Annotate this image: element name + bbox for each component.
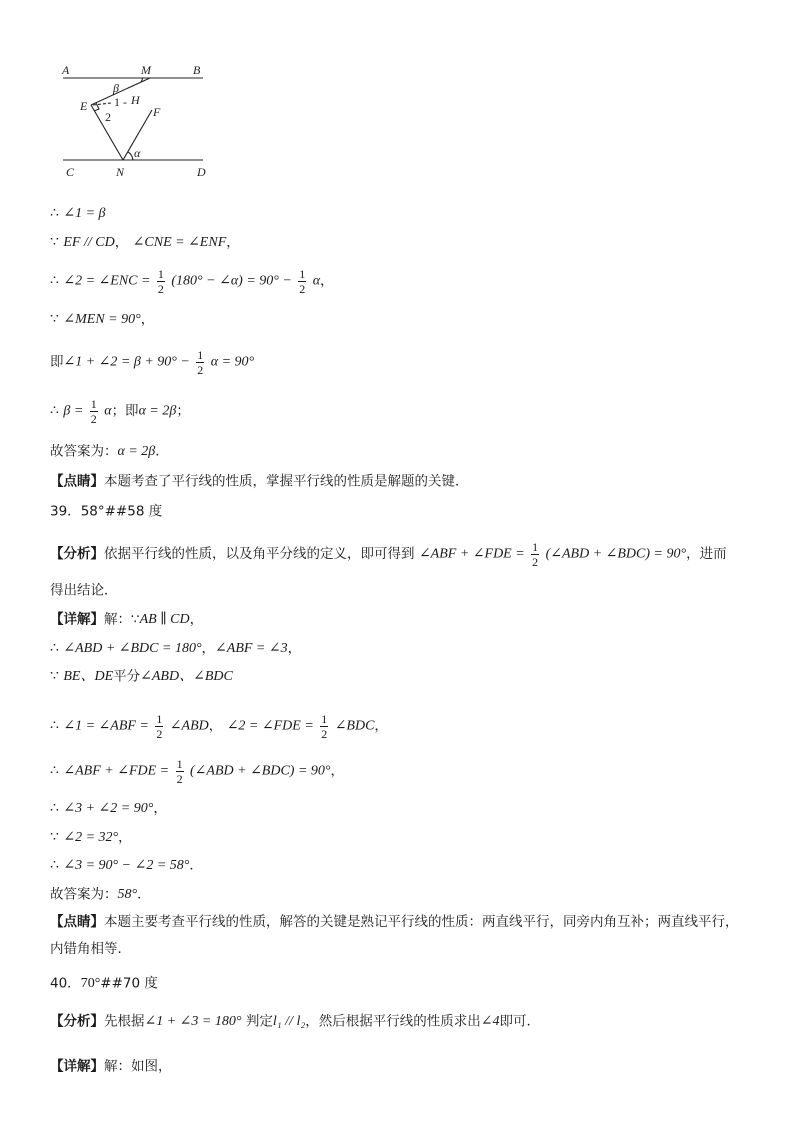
proof-line: [50, 713, 388, 740]
therefore-symbol: ∴: [50, 763, 59, 779]
math-expression: α: [104, 403, 112, 419]
fraction-denominator: 2: [157, 282, 164, 296]
text: 依据平行线的性质，以及角平分线的定义，即可得到: [104, 545, 415, 562]
section-tag: 【点睛】: [50, 473, 104, 490]
text: 判定: [245, 1013, 273, 1030]
comment-line: [50, 910, 750, 963]
therefore-symbol: ∴: [50, 801, 59, 816]
proof-line: [50, 670, 233, 684]
label-dash: -: [123, 95, 127, 109]
math-expression: ∠ABF = ∠3: [215, 641, 288, 656]
math-expression: ∠ABF + ∠FDE =: [63, 763, 170, 779]
separator: ，: [226, 234, 240, 251]
math-expression: ∠1 + ∠2 = β + 90° −: [63, 354, 190, 370]
label-m: M: [141, 63, 151, 77]
separator: ，: [320, 272, 334, 289]
text: ；即: [111, 402, 139, 419]
math-expression: ∠MEN = 90°: [63, 312, 141, 327]
because-symbol: ∵: [50, 830, 59, 845]
answer-line: [50, 888, 151, 902]
math-expression: ∠3 + ∠2 = 90°: [63, 801, 154, 816]
math-expression: ∠ABD、∠BDC: [140, 669, 233, 684]
fraction-numerator: 1: [157, 267, 164, 281]
separator: ，: [189, 611, 204, 628]
separator: ，: [374, 717, 388, 734]
math-expression: AB ∥ CD: [139, 612, 190, 627]
math-expression: ∠3 = 90° − ∠2 = 58°: [63, 858, 190, 873]
math-expression: 58°: [117, 887, 138, 902]
answer-text: 58°##58 度: [80, 503, 163, 520]
fraction: [320, 713, 328, 740]
proof-line: [50, 831, 132, 845]
fraction-denominator: 2: [532, 555, 539, 569]
angle-alpha-arc: [128, 152, 133, 160]
question-number: 39．: [50, 503, 81, 520]
math-expression: α = 2β: [138, 403, 177, 419]
answer-text: ##70 度: [100, 975, 158, 992]
therefore-symbol: ∴: [50, 641, 59, 656]
math-expression: α = 2β: [117, 444, 156, 459]
label-b: B: [193, 63, 201, 77]
math-expression: 70°: [80, 976, 101, 991]
math-expression: EF // CD: [63, 235, 115, 250]
fraction: [196, 349, 204, 376]
text: 得出结论．: [50, 582, 118, 599]
separator: ．: [189, 857, 203, 874]
text: 即可．: [499, 1013, 540, 1030]
fraction-denominator: 2: [299, 282, 306, 296]
text: 故答案为：: [50, 443, 118, 460]
because-symbol: ∵: [50, 669, 59, 684]
fraction-numerator: 1: [321, 712, 328, 726]
separator: ，: [140, 311, 155, 328]
math-expression: ∠ABD: [169, 718, 209, 734]
proof-line: [50, 859, 203, 873]
proof-line: [50, 268, 334, 295]
fraction-numerator: 1: [90, 397, 97, 411]
text: 先根据: [104, 1013, 145, 1030]
separator: ，: [114, 234, 129, 251]
math-expression: ∠ABD + ∠BDC = 180°: [63, 641, 202, 656]
fraction-numerator: 1: [197, 348, 204, 362]
separator: ，: [330, 762, 345, 779]
fraction-denominator: 2: [321, 727, 328, 741]
math-expression: (∠ABD + ∠BDC) = 90°: [190, 763, 331, 779]
separator: ，: [287, 640, 302, 657]
fraction: [157, 268, 165, 295]
separator: ．: [155, 443, 169, 460]
therefore-symbol: ∴: [50, 403, 59, 419]
label-f: F: [153, 105, 161, 119]
proof-line: [50, 313, 154, 327]
section-tag: 【详解】: [50, 1058, 104, 1075]
detail-line: [50, 1060, 172, 1074]
math-expression: ∠2 = ∠ENC =: [63, 273, 151, 289]
geometry-figure: [55, 58, 225, 186]
fraction: [155, 713, 163, 740]
separator: ，: [201, 640, 216, 657]
because-symbol: ∵: [50, 312, 59, 327]
text: 解：∵: [104, 611, 140, 628]
label-h: H: [131, 93, 140, 107]
fraction-numerator: 1: [156, 712, 163, 726]
math-expression: BE、DE: [63, 669, 114, 684]
separator: ．: [137, 886, 151, 903]
detail-line: [50, 613, 203, 627]
label-d: D: [197, 165, 206, 179]
label-a: A: [62, 63, 70, 77]
separator: ，: [118, 829, 132, 846]
therefore-symbol: ∴: [50, 718, 59, 734]
section-tag: 【点睛】: [50, 914, 104, 931]
text: 即: [50, 353, 64, 370]
text: ，然后根据平行线的性质求出: [305, 1013, 481, 1030]
section-tag: 【分析】: [50, 545, 104, 562]
proof-line: [50, 207, 106, 221]
math-expression: (∠ABD + ∠BDC) = 90°: [545, 546, 687, 562]
proof-line: [50, 349, 254, 376]
proof-line: [50, 758, 344, 785]
separator: ，: [153, 800, 167, 817]
because-symbol: ∵: [50, 235, 59, 250]
proof-line: [50, 236, 240, 250]
math-expression: ∠2 = ∠FDE =: [226, 718, 314, 734]
fraction-denominator: 2: [197, 363, 204, 377]
fraction-numerator: 1: [532, 540, 539, 554]
math-expression: ∠1 + ∠3 = 180°: [144, 1014, 242, 1029]
label-c: C: [66, 165, 75, 179]
therefore-symbol: ∴: [50, 858, 59, 873]
therefore-symbol: ∴: [50, 206, 59, 221]
text: ，进而: [686, 545, 727, 562]
text: 故答案为：: [50, 886, 118, 903]
math-expression: ∠1 = β: [63, 206, 106, 221]
fraction-numerator: 1: [176, 757, 183, 771]
fraction: [176, 758, 184, 785]
math-expression: ∠4: [480, 1014, 500, 1029]
math-expression: β =: [63, 403, 84, 419]
text: 平分: [113, 668, 141, 685]
comment-line: [50, 475, 469, 489]
proof-line: [50, 398, 190, 425]
question-number-line: [50, 977, 158, 991]
label-e: E: [80, 99, 88, 113]
label-angle2: 2: [105, 110, 111, 124]
math-expression: ∠CNE = ∠ENF: [132, 235, 227, 250]
answer-line: [50, 445, 169, 459]
fraction-denominator: 2: [90, 412, 97, 426]
label-alpha: α: [134, 146, 141, 160]
analysis-line: [50, 1015, 540, 1029]
math-expression: ∠2 = 32°: [63, 830, 119, 845]
proof-line: [50, 802, 167, 816]
fraction-numerator: 1: [299, 267, 306, 281]
math-expression: α = 90°: [210, 354, 255, 370]
analysis-line: [50, 541, 727, 568]
fraction-denominator: 2: [176, 772, 183, 786]
label-angle1: 1: [114, 95, 120, 109]
analysis-line: [50, 584, 118, 598]
fraction: [90, 398, 98, 425]
math-expression: (180° − ∠α) = 90° −: [171, 273, 292, 289]
text: 解：如图，: [104, 1058, 172, 1075]
separator: ，: [208, 717, 223, 734]
text: 本题考查了平行线的性质，掌握平行线的性质是解题的关键．: [104, 473, 469, 490]
math-expression: ∠BDC: [334, 718, 375, 734]
fraction: [298, 268, 306, 295]
fraction-denominator: 2: [156, 727, 163, 741]
math-expression: α: [312, 273, 321, 289]
proof-line: [50, 642, 301, 656]
math-expression: ∠ABF + ∠FDE =: [418, 546, 525, 562]
math-expression: l₁ // l₂: [272, 1014, 306, 1029]
section-tag: 【分析】: [50, 1013, 104, 1030]
therefore-symbol: ∴: [50, 273, 59, 289]
label-n: N: [116, 165, 125, 179]
text: 本题主要考查平行线的性质，解答的关键是熟记平行线的性质：两直线平行，同旁内角互补；两直线平行，内错角相等．: [50, 914, 739, 957]
separator: ；: [176, 402, 190, 419]
fraction: [531, 541, 539, 568]
label-beta: β: [113, 81, 119, 95]
math-expression: ∠1 = ∠ABF =: [63, 718, 149, 734]
section-tag: 【详解】: [50, 611, 104, 628]
question-number-line: [50, 505, 162, 519]
question-number: 40．: [50, 975, 81, 992]
